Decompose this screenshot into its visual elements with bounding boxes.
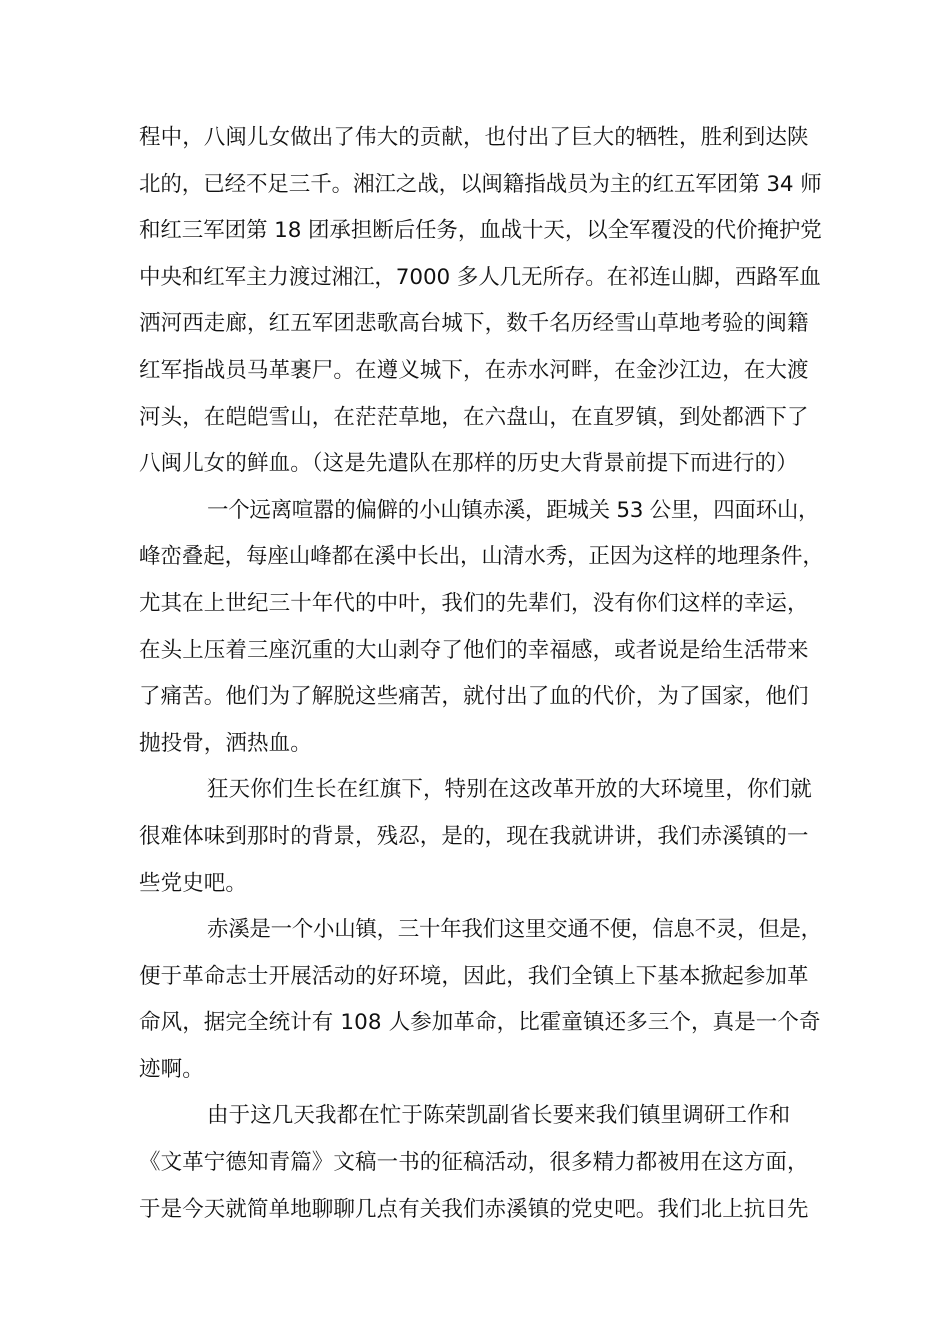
text-line: 和红三军团第 18 团承担断后任务，血战十天，以全军覆没的代价掩护党 — [139, 218, 822, 244]
paragraph-2 — [139, 488, 823, 768]
text-line: 红军指战员马革裹尸。在遵义城下，在赤水河畔，在金沙江边，在大渡 — [139, 357, 809, 383]
text-line: 命风，据完全统计有 108 人参加革命，比霍童镇还多三个，真是一个奇 — [139, 1010, 821, 1036]
text-line: 中央和红军主力渡过湘江，7000 多人几无所存。在祁连山脚，西路军血 — [139, 264, 821, 290]
paragraph-3 — [139, 767, 823, 907]
text-line: 狂天你们生长在红旗下，特别在这改革开放的大环境里，你们就 — [207, 777, 812, 803]
text-line: 洒河西走廊，红五军团悲歌高台城下，数千名历经雪山草地考验的闽籍 — [139, 311, 809, 337]
text-line: 了痛苦。他们为了解脱这些痛苦，就付出了血的代价，为了国家，他们 — [139, 684, 809, 710]
text-line: 程中，八闽儿女做出了伟大的贡献，也付出了巨大的牺牲，胜利到达陕 — [139, 125, 809, 150]
text-line: 便于革命志士开展活动的好环境，因此，我们全镇上下基本掀起参加革 — [139, 963, 809, 989]
text-line: 些党史吧。 — [139, 870, 248, 896]
text-line: 北的，已经不足三千。湘江之战，以闽籍指战员为主的红五军团第 34 师 — [139, 171, 822, 197]
text-line: 一个远离喧嚣的偏僻的小山镇赤溪，距城关 53 公里，四面环山， — [207, 497, 820, 523]
text-line: 由于这几天我都在忙于陈荣凯副省长要来我们镇里调研工作和 — [207, 1103, 791, 1129]
document-body — [139, 115, 823, 1233]
paragraph-5 — [139, 1093, 823, 1233]
text-line: 迹啊。 — [139, 1056, 204, 1082]
text-line: 于是今天就简单地聊聊几点有关我们赤溪镇的党史吧。我们北上抗日先 — [139, 1196, 809, 1222]
text-line: 在头上压着三座沉重的大山剥夺了他们的幸福感，或者说是给生活带来 — [139, 637, 809, 663]
text-line: 抛投骨，洒热血。 — [139, 730, 312, 756]
text-line: 河头，在皑皑雪山，在茫茫草地，在六盘山，在直罗镇，到处都洒下了 — [139, 404, 809, 430]
text-line: 赤溪是一个小山镇，三十年我们这里交通不便，信息不灵，但是， — [207, 917, 822, 943]
text-line: 峰峦叠起，每座山峰都在溪中长出，山清水秀，正因为这样的地理条件， — [139, 544, 824, 570]
text-line: 《文革宁德知青篇》文稿一书的征稿活动，很多精力都被用在这方面， — [139, 1150, 809, 1176]
text-line: 很难体味到那时的背景，残忍，是的，现在我就讲讲，我们赤溪镇的一 — [139, 823, 809, 849]
paragraph-4 — [139, 907, 823, 1093]
text-line: 八闽儿女的鲜血。（这是先遣队在那样的历史大背景前提下而进行的） — [139, 451, 798, 477]
paragraph-1 — [139, 115, 823, 488]
text-line: 尤其在上世纪三十年代的中叶，我们的先辈们，没有你们这样的幸运， — [139, 590, 809, 616]
